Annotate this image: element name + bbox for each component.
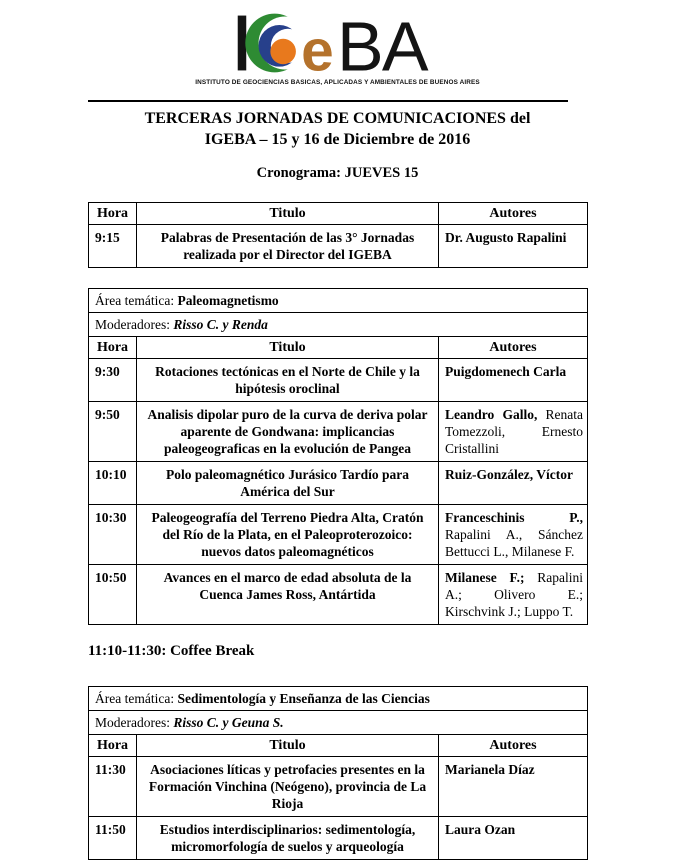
author-primary: Dr. Augusto Rapalini (445, 230, 567, 245)
author-primary: Marianela Díaz (445, 762, 535, 777)
area-row (89, 289, 588, 313)
column-header-titulo: Titulo (137, 337, 439, 359)
moderators-label: Moderadores: (95, 317, 174, 332)
table-row (89, 757, 588, 817)
moderators-label: Moderadores: (95, 715, 174, 730)
session2-table (88, 686, 588, 860)
area-row (89, 687, 588, 711)
page-title-line1: TERCERAS JORNADAS DE COMUNICACIONES del (144, 110, 531, 127)
author-primary: Laura Ozan (445, 822, 516, 837)
area-cell (89, 687, 588, 711)
moderators-row (89, 711, 588, 735)
moderators-value: Risso C. y Geuna S. (173, 715, 284, 730)
title-cell: Analisis dipolar puro de la curva de deriva polar aparente de Gondwana: implicancias paleogeograficas en la evolución de Pangea (137, 402, 439, 462)
table-row (89, 462, 588, 505)
table-row (89, 402, 588, 462)
table-row (89, 225, 588, 268)
logo-letters-ba: BA (336, 8, 427, 78)
moderators-value: Risso C. y Renda (173, 317, 268, 332)
page-title (0, 109, 675, 150)
hora-cell: 10:50 (89, 565, 137, 625)
schedule-day-heading: Cronograma: JUEVES 15 (256, 165, 419, 181)
hora-cell: 10:10 (89, 462, 137, 505)
hora-cell: 10:30 (89, 505, 137, 565)
session1-table (88, 288, 588, 625)
igeba-logo-mark (227, 8, 449, 78)
moderators-cell (89, 313, 588, 337)
authors-cell (439, 565, 588, 625)
hora-cell: 9:30 (89, 359, 137, 402)
authors-cell (439, 402, 588, 462)
divider-line (88, 100, 568, 102)
title-cell: Rotaciones tectónicas en el Norte de Chile y la hipótesis oroclinal (137, 359, 439, 402)
igeba-logo (0, 0, 675, 86)
hora-cell: 11:30 (89, 757, 137, 817)
author-secondary: Renata Tomezzoli, Ernesto Cristallini (445, 407, 584, 456)
authors-cell (439, 359, 588, 402)
opening-table (88, 202, 588, 268)
coffee-break-heading: 11:10-11:30: Coffee Break (88, 643, 255, 659)
authors-cell (439, 757, 588, 817)
table-header-row (89, 203, 588, 225)
column-header-hora: Hora (89, 735, 137, 757)
column-header-autores: Autores (439, 735, 588, 757)
moderators-row (89, 313, 588, 337)
hora-cell: 9:50 (89, 402, 137, 462)
table-row (89, 565, 588, 625)
logo-dot-orange (270, 39, 296, 65)
title-cell: Asociaciones líticas y petrofacies presentes en la Formación Vinchina (Neógeno), provincia de La Rioja (137, 757, 439, 817)
author-primary: Leandro Gallo, (445, 407, 538, 422)
column-header-hora: Hora (89, 337, 137, 359)
column-header-titulo: Titulo (137, 735, 439, 757)
title-cell: Palabras de Presentación de las 3° Jornadas realizada por el Director del IGEBA (137, 225, 439, 268)
page-title-line2: IGEBA – 15 y 16 de Diciembre de 2016 (204, 130, 471, 148)
title-cell: Polo paleomagnético Jurásico Tardío para América del Sur (137, 462, 439, 505)
area-value: Sedimentología y Enseñanza de las Ciencias (177, 691, 430, 706)
logo-letter-i (237, 16, 246, 71)
logo-subtitle: INSTITUTO DE GEOCIENCIAS BASICAS, APLICADAS Y AMBIENTALES DE BUENOS AIRES (195, 79, 480, 86)
area-label: Área temática: (95, 691, 178, 706)
column-header-titulo: Titulo (137, 203, 439, 225)
area-cell (89, 289, 588, 313)
hora-cell: 11:50 (89, 817, 137, 860)
author-primary: Puigdomenech Carla (445, 364, 567, 379)
logo-letter-e: e (300, 18, 334, 78)
table-header-row (89, 735, 588, 757)
title-cell: Avances en el marco de edad absoluta de la Cuenca James Ross, Antártida (137, 565, 439, 625)
authors-cell (439, 462, 588, 505)
author-primary: Ruiz-González, Víctor (445, 467, 573, 482)
authors-cell (439, 505, 588, 565)
area-label: Área temática: (95, 293, 178, 308)
author-primary: Milanese F.; (445, 570, 525, 585)
moderators-cell (89, 711, 588, 735)
column-header-autores: Autores (439, 203, 588, 225)
table-header-row (89, 337, 588, 359)
author-secondary: Rapalini A.; Olivero E.; Kirschvink J.; Luppo T. (445, 570, 584, 619)
author-primary: Franceschinis P., (445, 510, 584, 525)
hora-cell: 9:15 (89, 225, 137, 268)
author-secondary: Rapalini A., Sánchez Bettucci L., Milanese F. (445, 527, 584, 559)
table-row (89, 817, 588, 860)
table-row (89, 505, 588, 565)
title-cell: Estudios interdisciplinarios: sedimentología, micromorfología de suelos y arqueología (137, 817, 439, 860)
table-row (89, 359, 588, 402)
column-header-hora: Hora (89, 203, 137, 225)
title-cell: Paleogeografía del Terreno Piedra Alta, Cratón del Río de la Plata, en el Paleoproterozoico: nuevos datos paleomagnéticos (137, 505, 439, 565)
column-header-autores: Autores (439, 337, 588, 359)
authors-cell (439, 817, 588, 860)
authors-cell (439, 225, 588, 268)
area-value: Paleomagnetismo (177, 293, 279, 308)
